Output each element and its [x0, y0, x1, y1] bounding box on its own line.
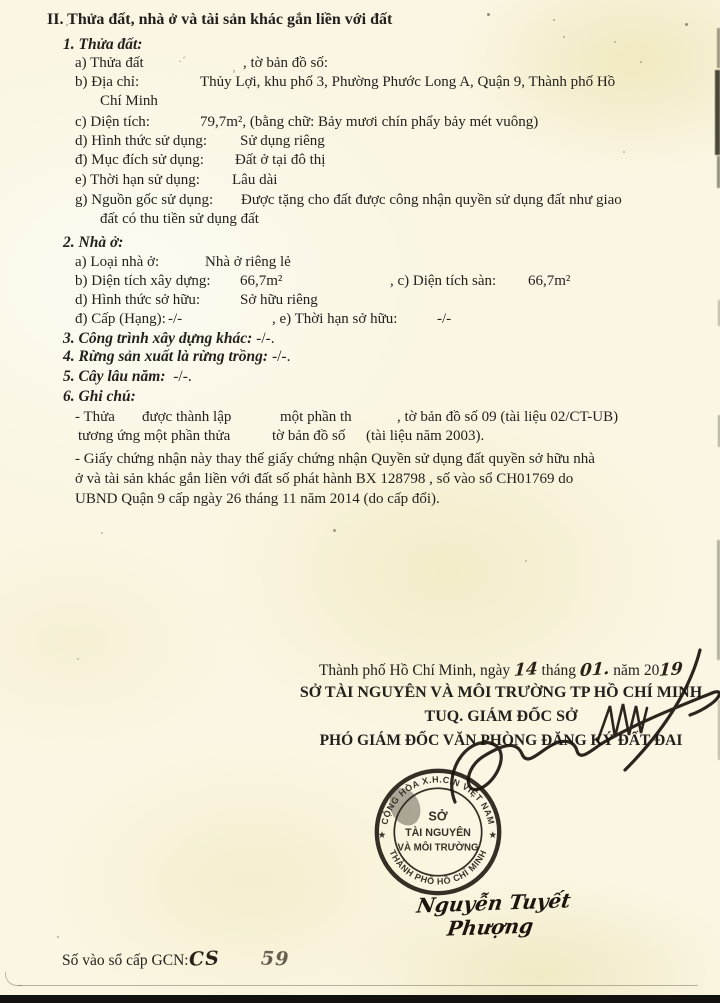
house-line-dd: [75, 310, 452, 329]
date-thang: tháng: [537, 662, 580, 679]
org-line-3: PHÓ GIÁM ĐỐC VĂN PHÒNG ĐĂNG KÝ ĐẤT ĐAI: [319, 732, 683, 749]
note1-line2: [78, 427, 485, 446]
stamp-star-left-icon: ★: [377, 829, 387, 841]
stamp-center-line2: TÀI NGUYÊN: [405, 826, 471, 839]
parcel-d-label: d) Hình thức sử dụng:: [75, 133, 208, 149]
note1-p3: một phần th: [280, 409, 352, 425]
stamp-seal-icon: [370, 764, 506, 900]
item5-line: [63, 367, 192, 386]
house-line-b: [75, 272, 571, 291]
parcel-line-g2: đất có thu tiền sử dụng đất: [100, 211, 259, 227]
house-d-value: Sở hữu riêng: [240, 292, 318, 308]
note2-line1: - Giấy chứng nhận này thay thế giấy chứng nhận Quyền sử dụng đất quyền sở hữu nhà: [75, 451, 595, 467]
note1-p2: được thành lập: [142, 409, 232, 425]
handwritten-registry-2: 59: [261, 947, 291, 971]
erased-mark: ‚: [232, 60, 236, 74]
note1-line1: [75, 408, 619, 427]
house-c-value: 66,7m²: [528, 273, 571, 289]
paper-corner-curve: [5, 972, 22, 986]
item3-line: [63, 329, 275, 348]
speck: [101, 532, 103, 534]
handwritten-month: 01.: [579, 658, 611, 682]
registry-number-line: [62, 948, 290, 970]
registry-label: Số vào sổ cấp GCN:: [62, 952, 189, 969]
paper-bottom-edge: [18, 975, 698, 986]
house-b-label: b) Diện tích xây dựng:: [75, 273, 211, 289]
section-ii-title: II. Thửa đất, nhà ở và tài sản khác gắn liền với đất: [47, 11, 393, 28]
house-line-a: [75, 253, 291, 272]
parcel-heading: 1. Thửa đất:: [63, 36, 143, 53]
house-d-label: d) Hình thức sở hữu:: [75, 292, 201, 308]
parcel-dd-value: Đất ở tại đô thị: [235, 152, 326, 168]
parcel-line-b: [75, 73, 616, 92]
signoff-block: [285, 660, 717, 750]
parcel-c-label: c) Diện tích:: [75, 114, 150, 130]
stamp-center-line1: SỞ: [428, 809, 448, 824]
note1-p4: , tờ bản đồ số 09 (tài liệu 02/CT-UB): [397, 409, 619, 425]
item4-value: -/-.: [271, 348, 291, 365]
org-line-1: SỞ TÀI NGUYÊN VÀ MÔI TRƯỜNG TP HỒ CHÍ MINH: [299, 684, 703, 701]
house-line-d: [75, 291, 318, 310]
parcel-c-value: 79,7m², (bằng chữ: Bảy mươi chín phẩy bảy mét vuông): [200, 114, 539, 130]
year-printed: 20: [643, 662, 660, 679]
house-a-value: Nhà ở riêng lẻ: [205, 254, 291, 270]
item3-label: 3. Công trình xây dựng khác:: [63, 330, 253, 347]
speck: [77, 658, 79, 660]
parcel-e-value: Lâu dài: [232, 172, 278, 188]
parcel-b-value: Thủy Lợi, khu phố 3, Phường Phước Long A, Quận 9, Thành phố Hồ: [200, 74, 616, 90]
erased-mark: ·´: [178, 54, 186, 68]
stamp-star-right-icon: ★: [488, 829, 498, 841]
parcel-line-c: [75, 113, 539, 132]
item3-value: -/-.: [256, 330, 275, 347]
speck: [623, 151, 625, 153]
speck: [685, 23, 688, 26]
parcel-line-dd: [75, 151, 326, 170]
signer-name: Nguyễn Tuyết Phượng: [415, 888, 573, 941]
note2-line3: UBND Quận 9 cấp ngày 26 tháng 11 năm 2014 (do cấp đổi).: [75, 491, 440, 507]
item6-heading: 6. Ghi chú:: [63, 388, 136, 405]
parcel-line-a: [75, 54, 329, 73]
note1-l2p1: tương ứng một phần thửa: [78, 428, 231, 444]
parcel-line-g: [75, 191, 622, 210]
parcel-e-label: e) Thời hạn sử dụng:: [75, 172, 200, 188]
item4-label: 4. Rừng sản xuất là rừng trồng:: [63, 348, 269, 365]
speck: [614, 41, 616, 43]
parcel-line-e: [75, 171, 278, 190]
item5-label: 5. Cây lâu năm:: [63, 368, 166, 385]
parcel-a-label: a) Thửa đất: [75, 55, 144, 71]
note1-l2p2: tờ bản đồ số: [272, 428, 346, 444]
scan-edge-artifact: [715, 70, 720, 155]
house-c-label: , c) Diện tích sàn:: [390, 273, 497, 289]
house-b-value: 66,7m²: [240, 273, 283, 289]
house-e-value: -/-: [437, 311, 452, 327]
place-date-line: [285, 660, 717, 680]
stamp-top-arc-text: CỘNG HÒA X.H.C.N VIỆT NAM: [379, 774, 497, 826]
house-a-label: a) Loại nhà ở:: [75, 254, 160, 270]
house-dd-label: đ) Cấp (Hạng):: [75, 311, 166, 327]
speck: [563, 36, 565, 38]
handwritten-day: 14: [513, 659, 539, 681]
speck: [333, 529, 336, 532]
date-nam: năm: [609, 662, 644, 679]
handwritten-year: 19: [658, 659, 684, 681]
org-line-2: TUQ. GIÁM ĐỐC SỞ: [424, 708, 578, 725]
note1-l2p3: (tài liệu năm 2003).: [366, 428, 485, 444]
parcel-dd-label: đ) Mục đích sử dụng:: [75, 152, 204, 168]
house-heading: 2. Nhà ở:: [63, 234, 124, 251]
house-dd-value: -/-: [168, 311, 183, 327]
item5-value: -/-.: [173, 368, 192, 385]
note2-line2: ở và tài sản khác gắn liền với đất số phát hành BX 128798 , số vào sổ CH01769 do: [75, 471, 574, 487]
parcel-d-value: Sử dụng riêng: [240, 133, 325, 149]
handwritten-registry-1: CS: [188, 947, 220, 971]
parcel-b-label: b) Địa chỉ:: [75, 74, 140, 90]
parcel-line-b2: Chí Minh: [100, 93, 158, 109]
parcel-g-value: Được tặng cho đất được công nhận quyền sử dụng đất như giao: [241, 192, 622, 208]
stamp-bottom-arc-text: THÀNH PHỐ HỒ CHÍ MINH: [387, 848, 489, 887]
parcel-line-d: [75, 132, 325, 151]
parcel-g-label: g) Nguồn gốc sử dụng:: [75, 192, 214, 208]
official-stamp: [370, 764, 506, 900]
scan-bottom-band: [0, 995, 720, 1003]
speck: [66, 24, 68, 26]
item4-line: [63, 347, 290, 366]
speck: [57, 936, 59, 938]
speck: [487, 13, 490, 16]
note1-p1: - Thửa: [75, 409, 115, 425]
speck: [525, 560, 527, 562]
place-date-prefix: Thành phố Hồ Chí Minh, ngày: [318, 662, 514, 679]
speck: [553, 19, 555, 21]
speck: [640, 61, 642, 63]
parcel-a-value: , tờ bản đồ số:: [243, 55, 329, 71]
stamp-center-line3: VÀ MÔI TRƯỜNG: [397, 842, 479, 854]
house-e-label: , e) Thời hạn sở hữu:: [272, 311, 398, 327]
